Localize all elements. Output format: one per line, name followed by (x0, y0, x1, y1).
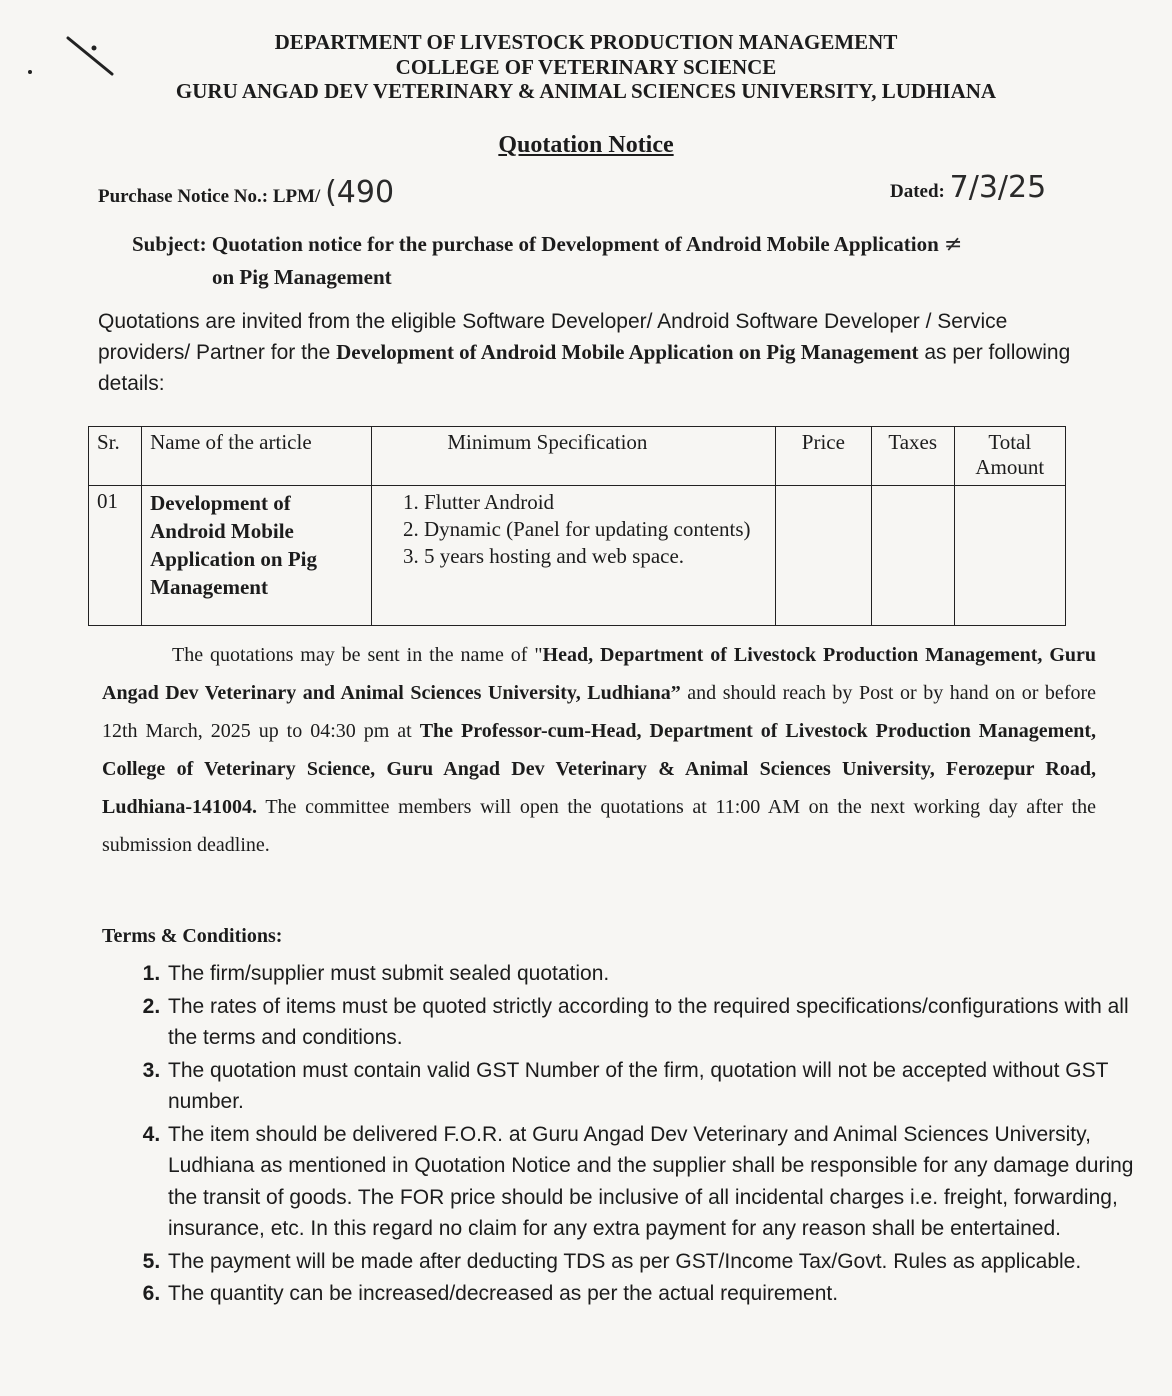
intro-text-1: Quotations are invited from the eligible Software Developer/ Android Software Developer / Service providers/ Partner for the (98, 310, 1008, 364)
header-taxes: Taxes (871, 427, 954, 486)
department-name: DEPARTMENT OF LIVESTOCK PRODUCTION MANAGEMENT (274, 30, 898, 54)
subject-line-2: on Pig Management (212, 265, 392, 289)
cell-specification (371, 486, 775, 626)
header-article-name: Name of the article (142, 427, 372, 486)
handwritten-notice-number: (490 (325, 175, 395, 210)
university-name: GURU ANGAD DEV VETERINARY & ANIMAL SCIENCES UNIVERSITY, LUDHIANA (175, 79, 997, 103)
subject-line-1: Quotation notice for the purchase of Development of Android Mobile Application (211, 232, 939, 256)
purchase-notice-label: Purchase Notice No.: LPM/ (98, 186, 321, 207)
specification-table (88, 426, 1066, 626)
submission-paragraph (102, 636, 1096, 864)
header-total-amount: Total Amount (954, 427, 1065, 486)
handwritten-strike-mark: ≠ (944, 232, 963, 257)
submission-addressee: Head, Department of Livestock Production Management, Guru Angad Dev Veterinary and Animal Sciences University, Ludhiana” (102, 644, 1096, 704)
term-item: 2. The rates of items must be quoted strictly according to the required specifications/configurations with all the terms and conditions. (166, 991, 1136, 1054)
intro-paragraph (98, 306, 1088, 399)
notice-date (890, 170, 1046, 205)
submission-text-3: The committee members will open the quotations at 11:00 AM on the next working day after the submission deadline. (102, 796, 1096, 856)
table-header-row (89, 427, 1066, 486)
term-item: 3. The quotation must contain valid GST Number of the firm, quotation will not be accepted without GST number. (166, 1055, 1136, 1118)
term-item: 4. The item should be delivered F.O.R. at Guru Angad Dev Veterinary and Animal Sciences University, Ludhiana as mentioned in Quotation Notice and the supplier shall be responsible for any damage during the transit of goods. The FOR price should be inclusive of all incidental charges i.e. freight, forwarding, insurance, etc. In this regard no claim for any extra payment for any reason shall be entertained. (166, 1119, 1136, 1245)
spec-item: 2. Dynamic (Panel for updating contents) (424, 516, 767, 543)
submission-address: The Professor-cum-Head, Department of Livestock Production Management, College of Veterinary Science, Guru Angad Dev Veterinary & Animal Sciences University, Ferozepur Road, Ludhiana-141004. (102, 720, 1097, 818)
purchase-notice-number (98, 175, 394, 210)
submission-text-1: The quotations may be sent in the name of " (172, 644, 543, 666)
term-item: 6. The quantity can be increased/decreased as per the actual requirement. (166, 1278, 1136, 1310)
page-title: Quotation Notice (498, 132, 674, 158)
subject (132, 228, 1092, 294)
cell-taxes (871, 486, 954, 626)
college-name: COLLEGE OF VETERINARY SCIENCE (395, 55, 777, 79)
header-specification: Minimum Specification (371, 427, 775, 486)
terms-list (128, 958, 1136, 1311)
dated-label: Dated: (890, 181, 945, 202)
spec-item: 3. 5 years hosting and web space. (424, 543, 767, 570)
intro-text-bold: Development of Android Mobile Application on Pig Management (336, 340, 919, 364)
header-price: Price (775, 427, 871, 486)
terms-heading: Terms & Conditions: (102, 925, 283, 947)
spec-item: 1. Flutter Android (424, 489, 767, 516)
handwritten-date: 7/3/25 (949, 170, 1047, 205)
cell-price (775, 486, 871, 626)
table-row (89, 486, 1066, 626)
cell-sr: 01 (89, 486, 142, 626)
term-item: 1. The firm/supplier must submit sealed quotation. (166, 958, 1136, 990)
submission-text-2: and should reach by Post or by hand on or before 12th March, 2025 up to 04:30 pm at (102, 682, 1097, 742)
header-sr: Sr. (89, 427, 142, 486)
cell-total-amount (954, 486, 1065, 626)
specification-list (380, 489, 767, 570)
intro-text-2: as per following details: (98, 341, 1071, 395)
subject-label: Subject: (132, 232, 207, 256)
cell-article-name: Development of Android Mobile Application on Pig Management (142, 486, 372, 626)
term-item: 5. The payment will be made after deducting TDS as per GST/Income Tax/Govt. Rules as applicable. (166, 1246, 1136, 1278)
